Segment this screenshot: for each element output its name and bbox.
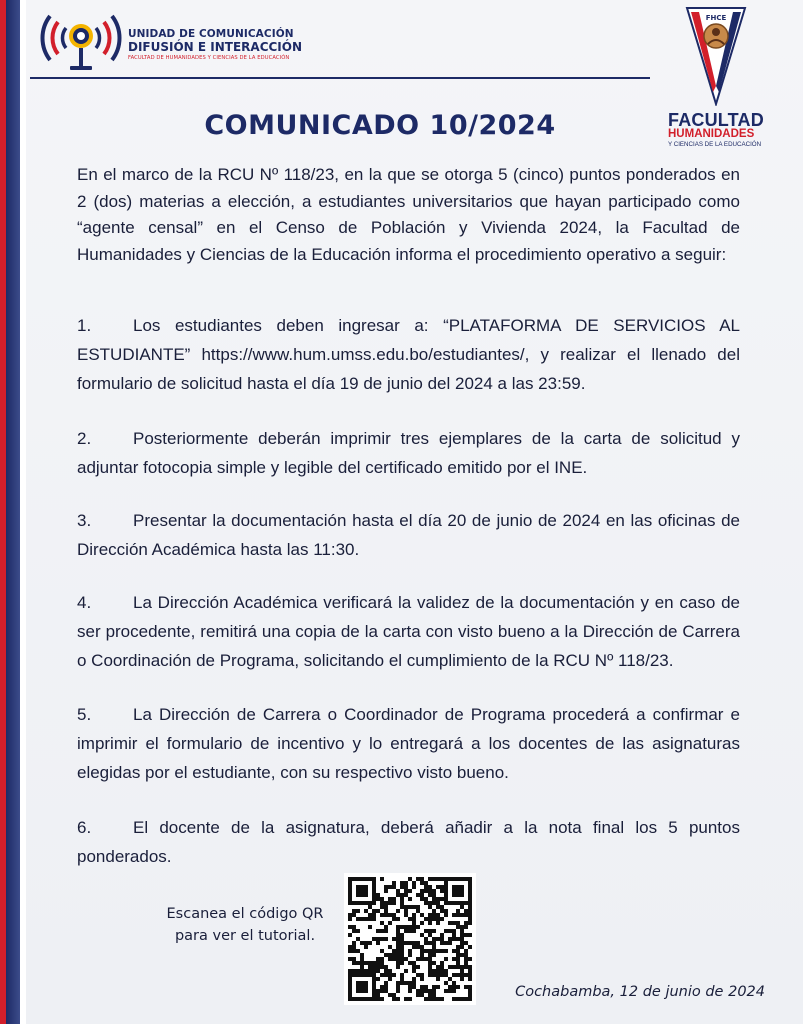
item-number: 5. [77,705,92,724]
qr-caption-line-1: Escanea el código QR [166,906,324,922]
unit-line-2: DIFUSIÓN E INTERACCIÓN [128,40,303,54]
qr-code-icon[interactable] [344,873,476,1005]
unit-line-3: FACULTAD DE HUMANIDADES Y CIENCIAS DE LA EDUCACIÓN [128,55,290,61]
procedure-item-4 [77,588,740,675]
item-number: 1. [77,316,92,335]
fhce-shield-logo-icon [685,6,747,106]
procedure-item-1 [77,311,740,398]
procedure-item-2 [77,424,740,482]
procedure-item-3 [77,506,740,564]
item-number: 2. [77,429,92,448]
item-number: 6. [77,818,92,837]
item-text: La Dirección Académica verificará la validez de la documentación y en caso de ser procedente, remitirá una copia de la carta con visto bueno a la Dirección de Carrera o Coordinación de Programa, solicitando el cumplimiento de la RCU Nº 118/23. [77,593,740,670]
page-title: COMUNICADO 10/2024 [204,110,556,141]
procedure-item-5 [77,700,740,787]
faculty-line-1: FACULTAD [668,110,764,130]
faculty-line-2: HUMANIDADES [668,128,755,140]
date-line: Cochabamba, 12 de junio de 2024 [515,984,765,1000]
item-text: Los estudiantes deben ingresar a: “PLATAFORMA DE SERVICIOS AL ESTUDIANTE” https://www.hum.umss.edu.bo/estudiantes/, y realizar el llenado del formulario de solicitud hasta el día 19 de junio del 2024 a las 23:59. [77,316,740,393]
qr-caption [150,903,340,947]
left-white-stripe [20,0,26,1024]
unit-name-block [128,28,302,61]
intro-paragraph: En el marco de la RCU Nº 118/23, en la que se otorga 5 (cinco) puntos ponderados en 2 (dos) materias a elección, a estudiantes universitarios que hayan participado como “agente censal” en el Censo de Población y Vivienda 2024, la Facultad de Humanidades y Ciencias de la Educación informa el procedimiento operativo a seguir: [77,165,740,264]
item-text: Presentar la documentación hasta el día 20 de junio de 2024 en las oficinas de Dirección Académica hasta las 11:30. [77,511,740,559]
item-number: 3. [77,511,92,530]
procedure-item-6 [77,813,740,871]
faculty-line-3: Y CIENCIAS DE LA EDUCACIÓN [668,141,762,148]
left-blue-stripe [6,0,20,1024]
unit-line-1: UNIDAD DE COMUNICACIÓN [128,28,294,40]
broadcast-logo-icon [36,8,126,76]
qr-caption-line-2: para ver el tutorial. [174,928,316,944]
item-text: Posteriormente deberán imprimir tres ejemplares de la carta de solicitud y adjuntar fotocopia simple y legible del certificado emitido por el INE. [77,429,740,477]
item-text: El docente de la asignatura, deberá añadir a la nota final los 5 puntos ponderados. [77,818,740,866]
item-text: La Dirección de Carrera o Coordinador de Programa procederá a confirmar e imprimir el formulario de incentivo y lo entregará a los docentes de las asignaturas elegidas por el estudiante, con su respectivo visto bueno. [77,705,740,782]
item-number: 4. [77,593,92,612]
fhce-badge-text: FHCE [705,14,727,22]
header-divider [30,77,650,79]
